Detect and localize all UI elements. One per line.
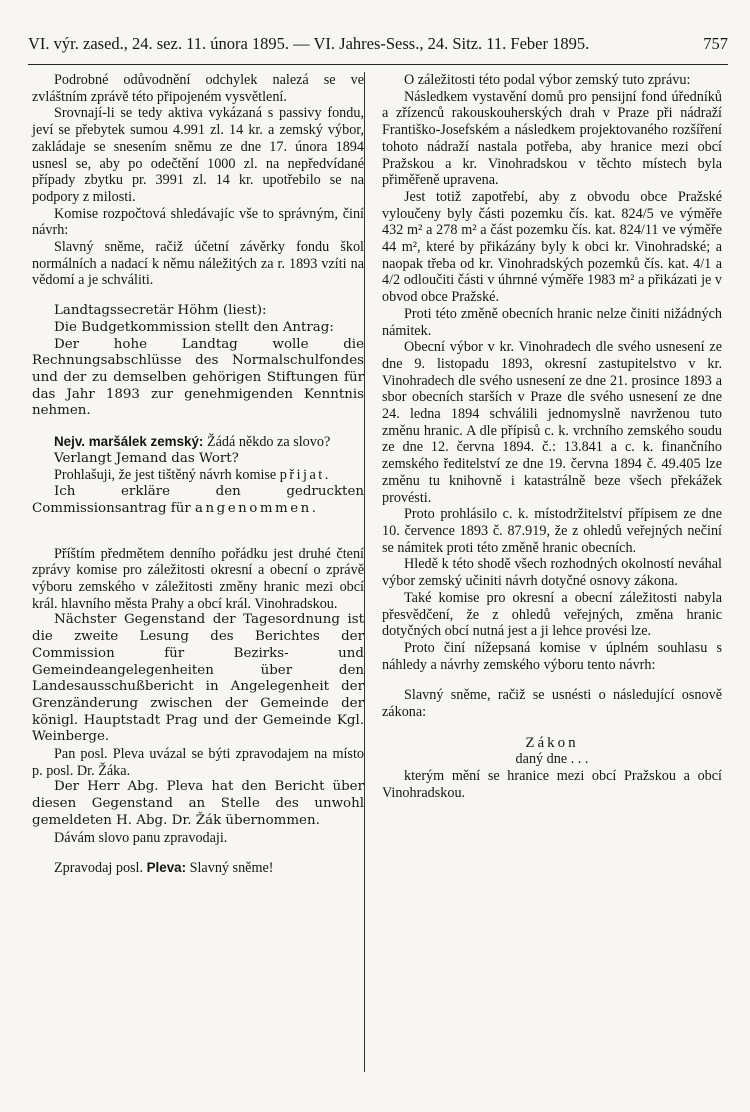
- paragraph: Proto činí nížepsaná komise v úplném souhlasu s náhledy a návrhy zemského výboru tento návrh:: [382, 639, 722, 673]
- paragraph: [32, 860, 364, 877]
- paragraph: Proti této změně obecních hranic nelze činiti nižádných námitek.: [382, 305, 722, 339]
- paragraph-text: Žádá někdo za slovo?: [206, 434, 331, 451]
- paragraph: [32, 467, 364, 484]
- paragraph: Nächster Gegenstand der Tagesordnung ist die zweite Lesung des Berichtes der Commission für Bezirks- und Gemeindeangelegenheiten über den Landesausschußbericht in Angelegenheit der Grenzänderung zwischen der Gemeinde der königl. Hauptstadt Prag und der Gemeinde Kgl. Weinberge.: [32, 612, 364, 745]
- paragraph: Slavný sněme, račiž účetní závěrky fondu škol normálních a nadací k němu náležitých za r. 1893 vzíti na vědomí a je schváliti.: [32, 239, 364, 289]
- speaker-name: Landtagssecretär Höhm: [54, 303, 219, 319]
- paragraph-text: (liest):: [222, 303, 267, 319]
- speaker-name: Nejv. maršálek zemský:: [54, 434, 204, 450]
- paragraph: kterým mění se hranice mezi obcí Pražskou a obcí Vinohradskou.: [382, 768, 722, 801]
- page-number: 757: [703, 34, 728, 53]
- paragraph-text: Slavný sněme!: [189, 860, 274, 877]
- paragraph-text: Prohlašuji, že jest tištěný návrh komise: [54, 467, 277, 484]
- paragraph: Příštím předmětem denního pořádku jest druhé čtení zprávy komise pro záležitosti okresní a obecní o zprávě výboru zemského v záležitosti změny hranic mezi obcí král. hlavního města Prahy a obcí král. Vinohradskou.: [32, 545, 364, 612]
- law-title: Zákon: [525, 734, 579, 751]
- paragraph: [32, 484, 364, 517]
- left-column: [32, 72, 364, 877]
- paragraph: Srovnají-li se tedy aktiva vykázaná s passivy fondu, jeví se přebytek sumou 4.991 zl. 14 kr. a zemský výbor, zakládaje se snesením sněmu ze dne 17. února 1894 usnesl se, aby po odečtění 1000 zl. na nepředvídané případy zbytku pr. 3991 zl. 14 kr. upotřebilo se na podpory z milosti.: [32, 105, 364, 205]
- header-title: VI. výr. zased., 24. sez. 11. února 1895. — VI. Jahres-Sess., 24. Sitz. 11. Feber 1895.: [28, 34, 590, 53]
- paragraph: Slavný sněme, račiž se usnésti o následující osnově zákona:: [382, 687, 722, 721]
- right-column: [382, 72, 722, 802]
- column-divider: [364, 72, 365, 1072]
- paragraph: [32, 434, 364, 451]
- paragraph: Komise rozpočtová shledávajíc vše to správným, činí návrh:: [32, 205, 364, 239]
- paragraph: Podrobné odůvodnění odchylek nalezá se ve zvláštním zprávě této připojeném vysvětlení.: [32, 72, 364, 105]
- paragraph: Pan posl. Pleva uvázal se býti zpravodajem na místo p. posl. Dr. Žáka.: [32, 746, 364, 779]
- paragraph: Následkem vystavění domů pro pensijní fond úředníků a zřízenců rakouskouherských drah v Praze při nádraží Františko-Josefském a následkem projektovaného rozšíření tohoto nádraží nastala potřeba, aby hranice mezi obcí Pražskou a kr. Vinohradskou v těchto místech byla přiměřeně upravena.: [382, 88, 722, 189]
- header-rule: [28, 64, 728, 65]
- paragraph: Der Herr Abg. Pleva hat den Bericht über diesen Gegenstand an Stelle des unwohl gemeldeten H. Abg. Dr. Žák übernommen.: [32, 779, 364, 828]
- speaker-name: Pleva:: [146, 860, 187, 876]
- paragraph: Dávám slovo panu zpravodaji.: [54, 829, 228, 846]
- paragraph: Také komise pro okresní a obecní záležitosti nabyla přesvědčení, že z ohledů veřejných, změna hranic dotyčných obcí nutná jest a ji lehce provési lze.: [382, 589, 722, 640]
- paragraph: Die Budgetkommission stellt den Antrag:: [54, 319, 334, 335]
- paragraph: O záležitosti této podal výbor zemský tuto zprávu:: [404, 72, 691, 88]
- paragraph: Verlangt Jemand das Wort?: [54, 450, 239, 466]
- paragraph: Hledě k této shodě všech rozhodných okolností neváhal výbor zemský učiniti návrh dotyčné osnovy zákona.: [382, 556, 722, 590]
- law-date: daný dne . . .: [515, 751, 589, 768]
- page-header: [28, 30, 728, 58]
- emphasis-text: angenommen.: [195, 500, 319, 516]
- paragraph-text: Ich erkläre den gedruckten Commissionsantrag für: [32, 484, 364, 516]
- paragraph: Proto prohlásilo c. k. místodržitelství přípisem ze dne 10. července 1893 č. 87.919, že z ohledů veřejných nečiní se námitek proti této změně hranic obecních.: [382, 506, 722, 556]
- emphasis-text: přijat.: [279, 467, 331, 484]
- paragraph: Jest totiž zapotřebí, aby z obvodu obce Pražské vyloučeny byly části pozemku čís. kat. 824/5 ve výměře 432 m² a 278 m² a část pozemku čís. kat. 824/11 ve výměře 44 m², které by přikázány byly k obci kr. Vinohradské; a naopak třeba od kr. Vinohradských pozemků čís. kat. 4/1 a 4/2 odloučiti části v úhrnné výměře 1983 m² a přikázati je v obvod obce Pražské.: [382, 188, 722, 306]
- paragraph: Der hohe Landtag wolle die Rechnungsabschlüsse des Normalschulfondes und der zu demselben gehörigen Stiftungen für das Jahr 1893 zur genehmigenden Kenntnis nehmen.: [32, 336, 364, 419]
- paragraph: Obecní výbor v kr. Vinohradech dle svého usnesení ze dne 9. listopadu 1893, okresní zastupitelstvo v kr. Vinohradech dle svého usnesení ze dne 21. prosince 1893 a sbor obecních starších v Praze dle svého usnesení ze dne 24. ledna 1894 schválili jednomyslně navrženou tuto změnu hranic. A dle přípisů c. k. vrchního zemského soudu ze dne 12. června 1894. č.: 13.841 a c. k. finančního zemského ředitelství ze dne 19. června 1894 č. 49.405 lze změnu tu knihovně i katastrálně beze všech překážek provésti.: [382, 339, 722, 506]
- paragraph: [32, 303, 364, 320]
- paragraph-text: Zpravodaj posl.: [54, 860, 144, 877]
